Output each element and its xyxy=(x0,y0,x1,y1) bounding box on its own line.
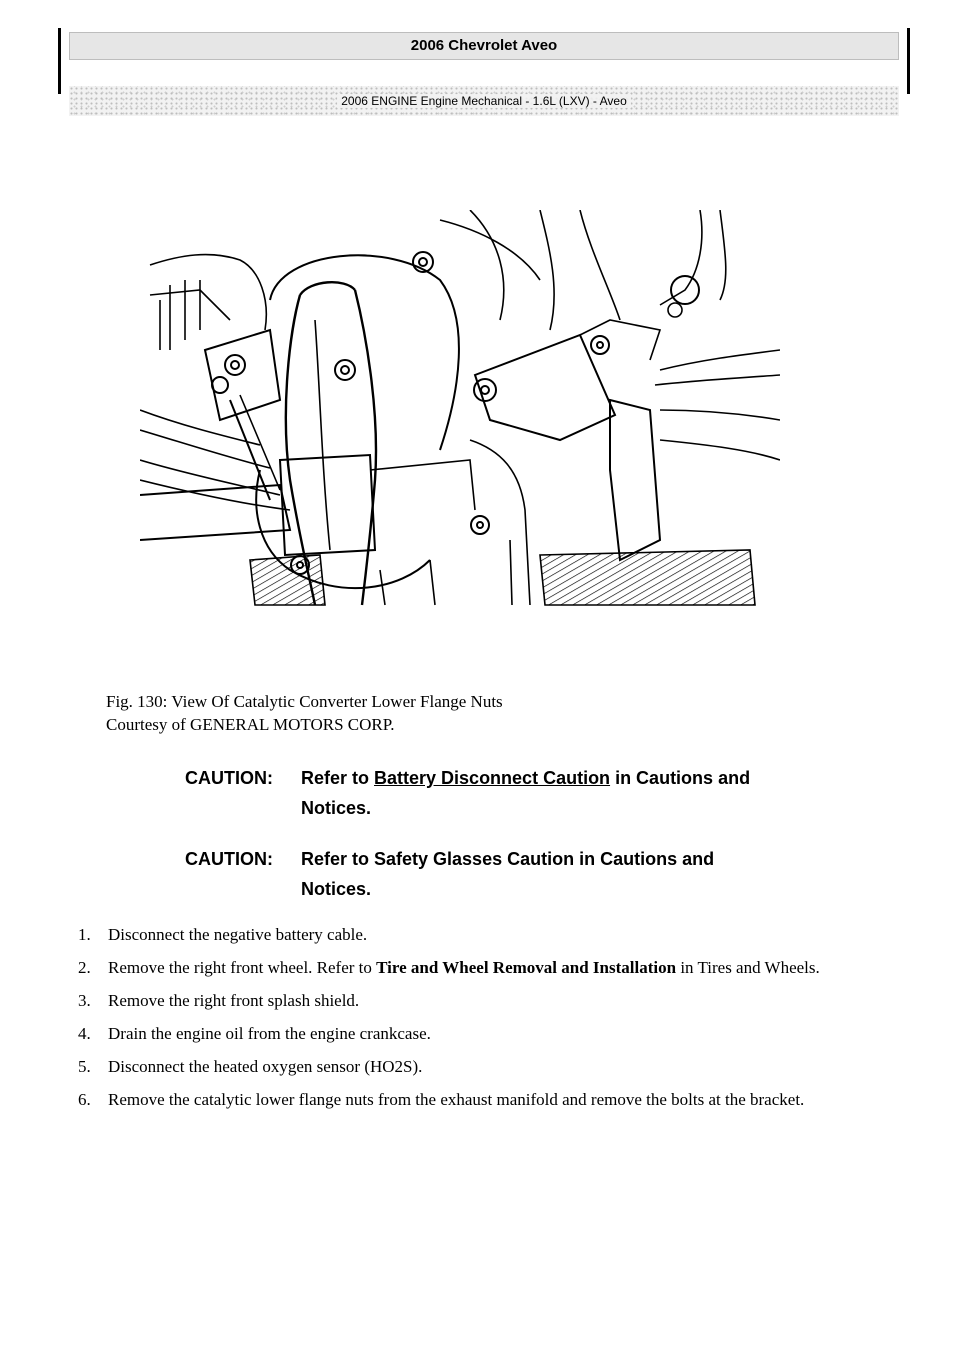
caution-text-post: in Cautions and xyxy=(610,768,751,788)
caution-safety-glasses xyxy=(185,844,885,904)
caution-label: CAUTION: xyxy=(185,849,273,869)
figure-caption xyxy=(106,690,806,736)
step-item xyxy=(78,990,898,1012)
page-header xyxy=(58,28,910,108)
step-number: 1. xyxy=(78,925,91,944)
step-number: 3. xyxy=(78,991,91,1010)
step-text-pre: Remove the right front wheel. Refer to xyxy=(108,958,377,977)
document-subtitle xyxy=(69,86,899,116)
step-number: 2. xyxy=(78,958,91,977)
step-item xyxy=(78,1023,898,1045)
step-item xyxy=(78,957,898,979)
catalytic-converter-illustration xyxy=(140,210,780,610)
caution-text: Refer to Safety Glasses Caution in Cautions and xyxy=(301,849,715,869)
caution-battery xyxy=(185,763,885,823)
step-item xyxy=(78,1056,898,1078)
battery-disconnect-caution-link[interactable]: Battery Disconnect Caution xyxy=(374,768,611,788)
step-item xyxy=(78,1089,898,1111)
caution-text-pre: Refer to xyxy=(301,768,375,788)
document-title: 2006 Chevrolet Aveo xyxy=(69,32,899,60)
step-text: Drain the engine oil from the engine crankcase. xyxy=(108,1024,431,1043)
procedure-steps xyxy=(78,924,898,1122)
step-text: Disconnect the negative battery cable. xyxy=(108,925,368,944)
step-text: Remove the right front splash shield. xyxy=(108,991,360,1010)
figure-caption-credit: Courtesy of GENERAL MOTORS CORP. xyxy=(106,715,395,734)
step-text: Disconnect the heated oxygen sensor (HO2S). xyxy=(108,1057,423,1076)
figure-caption-title: Fig. 130: View Of Catalytic Converter Lower Flange Nuts xyxy=(106,692,503,711)
step-text: Remove the catalytic lower flange nuts from the exhaust manifold and remove the bolts at the bracket. xyxy=(108,1090,805,1109)
step-number: 5. xyxy=(78,1057,91,1076)
step-item xyxy=(78,924,898,946)
caution-label: CAUTION: xyxy=(185,768,273,788)
caution-text-line2: Notices. xyxy=(301,879,372,899)
step-number: 4. xyxy=(78,1024,91,1043)
caution-text-line2: Notices. xyxy=(301,798,372,818)
tire-wheel-removal-reference[interactable]: Tire and Wheel Removal and Installation xyxy=(376,958,677,977)
step-text-post: in Tires and Wheels. xyxy=(676,958,820,977)
step-number: 6. xyxy=(78,1090,91,1109)
document-subtitle-text: 2006 ENGINE Engine Mechanical - 1.6L (LXV) - Aveo xyxy=(337,94,631,108)
